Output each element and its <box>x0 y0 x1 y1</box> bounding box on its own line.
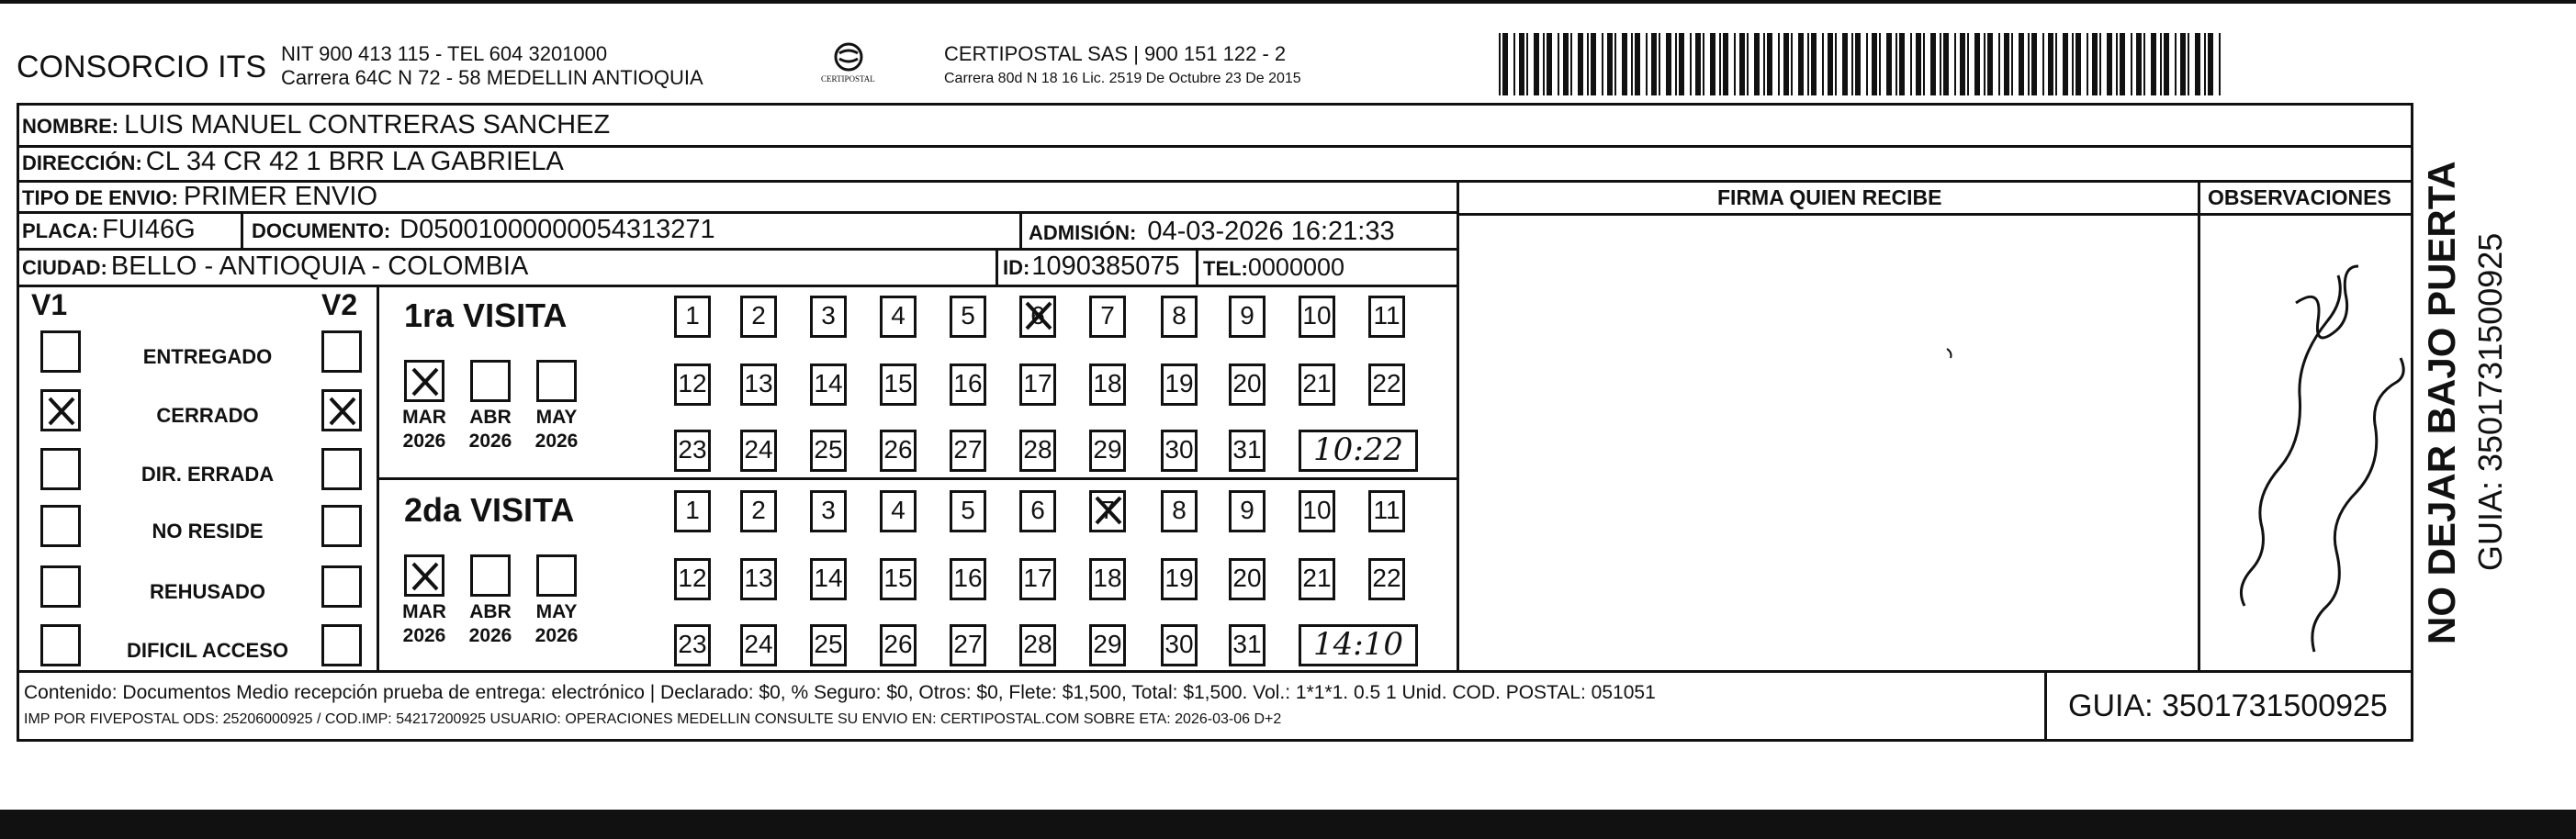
barcode-bar <box>1563 33 1569 95</box>
barcode-bar <box>2107 33 2112 95</box>
barcode-bar <box>1866 33 1868 95</box>
barcode-bar <box>1910 33 1912 95</box>
barcode-bar <box>1703 33 1704 95</box>
day-box[interactable]: 3 <box>810 296 847 338</box>
logo-caption: CERTIPOSTAL <box>821 74 875 84</box>
status-label: CERRADO <box>156 404 259 427</box>
day-box[interactable]: 30 <box>1161 430 1198 472</box>
barcode-bar <box>2072 33 2074 95</box>
status-v1-checkbox[interactable] <box>40 505 81 547</box>
day-box[interactable]: 4 <box>880 490 917 532</box>
day-box[interactable]: 1 <box>674 296 711 338</box>
status-v2-checkbox[interactable] <box>321 505 362 547</box>
barcode-bar <box>1607 33 1613 95</box>
month-checkbox[interactable] <box>536 554 577 597</box>
placa-row <box>22 217 196 243</box>
barcode-bar <box>2180 33 2186 95</box>
barcode-bar <box>2136 33 2142 95</box>
tel-row <box>1203 255 1344 280</box>
month-label: MAR <box>402 601 446 622</box>
company-nit: NIT 900 413 115 - TEL 604 3201000 <box>281 42 608 65</box>
side-guia: GUIA: 3501731500925 <box>2471 232 2509 571</box>
direccion-row <box>22 149 564 175</box>
barcode-bar <box>1526 33 1528 95</box>
tipo-row <box>22 184 377 210</box>
barcode-bar <box>2204 33 2206 95</box>
barcode-bar <box>1835 33 1837 95</box>
day-box[interactable]: 6 <box>1019 490 1056 532</box>
day-box[interactable]: 31 <box>1229 624 1266 666</box>
x-mark-icon <box>411 366 440 397</box>
x-mark-icon <box>1024 300 1053 341</box>
certipostal-name: CERTIPOSTAL SAS | 900 151 122 - 2 <box>944 42 1287 65</box>
day-box[interactable]: 18 <box>1089 364 1126 406</box>
barcode-bar <box>2055 33 2057 95</box>
barcode-bar <box>2120 33 2125 95</box>
x-mark-icon <box>1024 300 1053 331</box>
barcode-bar <box>1695 33 1701 95</box>
day-box[interactable]: 22 <box>1368 364 1405 406</box>
nombre-value: LUIS MANUEL CONTRERAS SANCHEZ <box>124 110 611 140</box>
status-label: ENTREGADO <box>142 345 273 368</box>
barcode-bar <box>1767 33 1772 95</box>
barcode-bar <box>1811 33 1817 95</box>
signature-firma-graphic <box>1469 220 2186 661</box>
day-box[interactable]: 28 <box>1019 430 1056 472</box>
nombre-label: NOMBRE: <box>22 115 119 138</box>
barcode-bar <box>1710 33 1715 95</box>
barcode-bar <box>1798 33 1804 95</box>
barcode-bar <box>1807 33 1809 95</box>
barcode-bar <box>1547 33 1552 95</box>
ciudad-value: BELLO - ANTIOQUIA - COLOMBIA <box>110 252 529 281</box>
col-line <box>1457 180 1459 670</box>
barcode-bar <box>1679 33 1684 95</box>
status-v1-checkbox[interactable] <box>40 448 81 490</box>
row-line <box>17 211 1457 214</box>
firma-header: FIRMA QUIEN RECIBE <box>1717 185 1942 209</box>
status-v2-checkbox[interactable] <box>321 448 362 490</box>
signature-observaciones-graphic <box>2204 220 2412 661</box>
day-box[interactable]: 29 <box>1089 624 1126 666</box>
footer-impresion: IMP POR FIVEPOSTAL ODS: 25206000925 / COD.IMP: 54217200925 USUARIO: OPERACIONES MEDELLIN CONSULTE SU ENVIO EN: CERTIPOSTAL.COM SOBRE ETA: 2026-03-06 D+2 <box>24 711 1282 727</box>
barcode-bar <box>2208 33 2213 95</box>
documento-label: DOCUMENTO: <box>252 219 391 242</box>
status-label: NO RESIDE <box>152 520 264 543</box>
day-box[interactable]: 18 <box>1089 558 1126 600</box>
visit-2-title: 2da VISITA <box>404 491 575 529</box>
barcode-bar <box>1675 33 1677 95</box>
barcode-bar <box>1954 33 1956 95</box>
barcode-bar <box>2143 33 2145 95</box>
barcode-bar <box>1987 33 1993 95</box>
barcode-bar <box>1886 33 1892 95</box>
status-v2-checkbox[interactable] <box>321 389 362 431</box>
company-name: CONSORCIO ITS <box>17 50 267 84</box>
barcode-bar <box>1974 33 1980 95</box>
month-label: ABR <box>469 407 512 428</box>
admision-value: 04-03-2026 16:21:33 <box>1147 217 1395 246</box>
barcode-bar <box>2028 33 2030 95</box>
row-line <box>377 477 1457 480</box>
id-value: 1090385075 <box>1031 252 1180 281</box>
placa-label: PLACA: <box>22 219 99 242</box>
visit-time-box[interactable] <box>1299 624 1418 666</box>
visit-1-title: 1ra VISITA <box>404 296 568 334</box>
status-label: DIR. ERRADA <box>141 463 275 486</box>
day-box[interactable]: 26 <box>880 430 917 472</box>
barcode-bar <box>2175 33 2177 95</box>
month-year: 2026 <box>402 625 446 646</box>
admision-label: ADMISIÓN: <box>1029 221 1137 244</box>
barcode-bar <box>1513 33 1515 95</box>
day-box[interactable]: 9 <box>1229 296 1266 338</box>
row-line <box>17 670 2413 673</box>
day-box[interactable]: 9 <box>1229 490 1266 532</box>
barcode-bar <box>1822 33 1824 95</box>
barcode-bar <box>2011 33 2013 95</box>
barcode-bar <box>1666 33 1671 95</box>
certipostal-license: Carrera 80d N 18 16 Lic. 2519 De Octubre 23 De 2015 <box>944 71 1301 86</box>
id-row <box>1003 253 1180 280</box>
barcode-bar <box>2004 33 2009 95</box>
barcode-bar <box>1614 33 1616 95</box>
barcode-bar <box>1923 33 1925 95</box>
tipo-label: TIPO DE ENVIO: <box>22 186 178 209</box>
day-box[interactable]: 15 <box>880 364 917 406</box>
barcode-bar <box>1499 33 1501 95</box>
day-box[interactable]: 10 <box>1299 296 1335 338</box>
month-label: MAY <box>535 601 578 622</box>
row-line <box>1457 213 2413 216</box>
barcode-bar <box>1783 33 1789 95</box>
barcode-bar <box>1723 33 1728 95</box>
company-address: Carrera 64C N 72 - 58 MEDELLIN ANTIOQUIA <box>281 66 703 89</box>
certipostal-logo <box>819 40 878 97</box>
day-box[interactable]: 11 <box>1368 490 1405 532</box>
day-box[interactable]: 13 <box>740 558 777 600</box>
month-label: ABR <box>469 601 512 622</box>
barcode-bar <box>1734 33 1736 95</box>
barcode-bar <box>2151 33 2156 95</box>
barcode-bar <box>1543 33 1545 95</box>
visit-time: 14:10 <box>1313 626 1403 663</box>
status-v1-checkbox[interactable] <box>40 330 81 373</box>
day-box[interactable]: 5 <box>950 296 986 338</box>
barcode-bar <box>1739 33 1745 95</box>
day-box[interactable]: 17 <box>1019 364 1056 406</box>
day-box[interactable]: 5 <box>950 490 986 532</box>
day-box[interactable]: 7 <box>1089 490 1126 532</box>
barcode-bar <box>1578 33 1583 95</box>
x-mark-icon <box>47 396 76 427</box>
day-box[interactable]: 23 <box>674 624 711 666</box>
day-box[interactable]: 3 <box>810 490 847 532</box>
day-box[interactable]: 28 <box>1019 624 1056 666</box>
id-label: ID: <box>1003 256 1030 279</box>
barcode-bar <box>2160 33 2162 95</box>
day-box[interactable]: 24 <box>740 430 777 472</box>
col-line <box>1196 250 1198 286</box>
visit-time: 10:22 <box>1313 431 1403 468</box>
month-year: 2026 <box>468 431 512 452</box>
barcode-bar <box>1635 33 1640 95</box>
day-box[interactable]: 19 <box>1161 364 1198 406</box>
x-mark-icon <box>328 396 357 427</box>
barcode-bar <box>2019 33 2024 95</box>
x-mark-icon <box>1094 495 1123 535</box>
x-mark-icon <box>411 561 440 592</box>
day-box[interactable]: 8 <box>1161 296 1198 338</box>
barcode-bar <box>2131 33 2132 95</box>
col-line <box>996 250 998 286</box>
barcode-bar <box>1998 33 2000 95</box>
day-box[interactable]: 14 <box>810 364 847 406</box>
day-box[interactable]: 2 <box>740 296 777 338</box>
row-line <box>1457 180 2413 183</box>
day-box[interactable]: 2 <box>740 490 777 532</box>
month-checkbox[interactable] <box>470 360 511 402</box>
admision-row <box>1029 218 1395 245</box>
barcode-bar <box>1930 33 1936 95</box>
barcode-bar <box>1879 33 1881 95</box>
barcode-bar <box>1519 33 1524 95</box>
barcode-bar <box>1534 33 1539 95</box>
barcode-bar <box>1842 33 1848 95</box>
day-box[interactable]: 6 <box>1019 296 1056 338</box>
tel-value: 0000000 <box>1247 253 1345 281</box>
col-line <box>2198 180 2200 670</box>
barcode-bar <box>1747 33 1749 95</box>
month-year: 2026 <box>534 431 579 452</box>
documento-row <box>252 217 715 243</box>
visit-time-box[interactable] <box>1299 430 1418 472</box>
barcode-bar <box>2042 33 2044 95</box>
day-box[interactable]: 31 <box>1229 430 1266 472</box>
col-line <box>2044 670 2047 742</box>
col-line <box>241 211 243 250</box>
barcode-bar <box>1651 33 1657 95</box>
barcode-bar <box>2099 33 2101 95</box>
barcode-bar <box>2164 33 2169 95</box>
barcode-bar <box>2116 33 2118 95</box>
status-v2-checkbox[interactable] <box>321 624 362 666</box>
month-label: MAY <box>535 407 578 428</box>
barcode-bar <box>2219 33 2221 95</box>
barcode-bar <box>1916 33 1921 95</box>
barcode-bar <box>1622 33 1627 95</box>
v2-header: V2 <box>321 288 358 321</box>
day-box[interactable]: 21 <box>1299 558 1335 600</box>
barcode-bar <box>1984 33 1985 95</box>
status-label: DIFICIL ACCESO <box>126 639 289 662</box>
day-box[interactable]: 20 <box>1229 558 1266 600</box>
month-label: MAR <box>402 407 446 428</box>
day-box[interactable]: 27 <box>950 430 986 472</box>
barcode-bar <box>2075 33 2081 95</box>
barcode-bar <box>2195 33 2200 95</box>
tel-label: TEL: <box>1203 257 1248 280</box>
day-box[interactable]: 12 <box>674 558 711 600</box>
day-box[interactable]: 13 <box>740 364 777 406</box>
barcode-bar <box>1602 33 1603 95</box>
status-v2-checkbox[interactable] <box>321 565 362 608</box>
barcode-bar <box>1791 33 1793 95</box>
barcode-bar <box>2063 33 2068 95</box>
barcode-bar <box>1943 33 1949 95</box>
day-box[interactable]: 22 <box>1368 558 1405 600</box>
barcode-bar <box>1828 33 1833 95</box>
barcode-bar <box>2188 33 2189 95</box>
row-line <box>17 248 1457 251</box>
month-checkbox[interactable] <box>404 554 444 597</box>
day-box[interactable]: 30 <box>1161 624 1198 666</box>
day-box[interactable]: 21 <box>1299 364 1335 406</box>
barcode-bar <box>1967 33 1969 95</box>
day-box[interactable]: 7 <box>1089 296 1126 338</box>
day-box[interactable]: 14 <box>810 558 847 600</box>
barcode-bar <box>1778 33 1780 95</box>
barcode-graphic <box>1499 33 2227 95</box>
footer-guia: GUIA: 3501731500925 <box>2068 688 2388 723</box>
row-line <box>17 285 1457 287</box>
day-box[interactable]: 24 <box>740 624 777 666</box>
day-box[interactable]: 20 <box>1229 364 1266 406</box>
status-label: REHUSADO <box>150 580 265 603</box>
month-checkbox[interactable] <box>536 360 577 402</box>
status-v1-checkbox[interactable] <box>40 624 81 666</box>
day-box[interactable]: 11 <box>1368 296 1405 338</box>
scan-border-bottom <box>0 810 2576 839</box>
direccion-value: CL 34 CR 42 1 BRR LA GABRIELA <box>145 147 564 176</box>
day-box[interactable]: 16 <box>950 558 986 600</box>
day-box[interactable]: 29 <box>1089 430 1126 472</box>
barcode-bar <box>1502 33 1508 95</box>
day-box[interactable]: 17 <box>1019 558 1056 600</box>
barcode-bar <box>1763 33 1765 95</box>
direccion-label: DIRECCIÓN: <box>22 151 142 174</box>
day-box[interactable]: 12 <box>674 364 711 406</box>
barcode-bar <box>1558 33 1559 95</box>
ciudad-label: CIUDAD: <box>22 256 107 279</box>
barcode-bar <box>1899 33 1905 95</box>
month-year: 2026 <box>534 625 579 646</box>
day-box[interactable]: 4 <box>880 296 917 338</box>
barcode-bar <box>1587 33 1589 95</box>
status-v2-checkbox[interactable] <box>321 330 362 373</box>
status-v1-checkbox[interactable] <box>40 389 81 431</box>
barcode-bar <box>1960 33 1965 95</box>
barcode-bar <box>1646 33 1648 95</box>
barcode-bar <box>2092 33 2098 95</box>
observaciones-header: OBSERVACIONES <box>2208 185 2391 209</box>
barcode-bar <box>1719 33 1721 95</box>
day-box[interactable]: 27 <box>950 624 986 666</box>
barcode-bar <box>1940 33 1941 95</box>
tipo-value: PRIMER ENVIO <box>183 182 378 211</box>
day-box[interactable]: 23 <box>674 430 711 472</box>
barcode-bar <box>1754 33 1760 95</box>
scan-border-top <box>0 0 2576 4</box>
day-box[interactable]: 25 <box>810 624 847 666</box>
barcode-bar <box>1872 33 1877 95</box>
day-box[interactable]: 8 <box>1161 490 1198 532</box>
day-box[interactable]: 19 <box>1161 558 1198 600</box>
day-box[interactable]: 10 <box>1299 490 1335 532</box>
day-box[interactable]: 26 <box>880 624 917 666</box>
status-v1-checkbox[interactable] <box>40 565 81 608</box>
month-checkbox[interactable] <box>470 554 511 597</box>
footer-contenido: Contenido: Documentos Medio recepción prueba de entrega: electrónico | Declarado: $0, % Seguro: $0, Otros: $0, Flete: $1,500, Total: $1,500. Vol.: 1*1*1. 0.5 1 Unid. COD. POSTAL: 051051 <box>24 682 1656 703</box>
barcode-bar <box>2048 33 2053 95</box>
day-box[interactable]: 25 <box>810 430 847 472</box>
documento-value: D05001000000054313271 <box>399 215 715 244</box>
certipostal-logo-icon <box>819 40 878 97</box>
x-mark-icon <box>1094 495 1123 526</box>
barcode-bar <box>1570 33 1572 95</box>
ciudad-row <box>22 253 528 280</box>
nombre-row <box>22 112 610 139</box>
signature-observaciones <box>2204 220 2412 661</box>
barcode-bar <box>1855 33 1861 95</box>
month-year: 2026 <box>402 431 446 452</box>
barcode-bar <box>1659 33 1660 95</box>
month-year: 2026 <box>468 625 512 646</box>
day-box[interactable]: 15 <box>880 558 917 600</box>
barcode-bar <box>2087 33 2088 95</box>
side-warning: NO DEJAR BAJO PUERTA <box>2420 161 2463 644</box>
barcode-bar <box>1591 33 1596 95</box>
v1-header: V1 <box>31 288 68 321</box>
barcode <box>1499 33 2227 95</box>
barcode-bar <box>2031 33 2037 95</box>
day-box[interactable]: 1 <box>674 490 711 532</box>
barcode-bar <box>1895 33 1897 95</box>
col-line <box>1019 211 1022 250</box>
barcode-bar <box>1631 33 1633 95</box>
placa-value: FUI46G <box>102 215 196 244</box>
barcode-bar <box>1851 33 1853 95</box>
day-box[interactable]: 16 <box>950 364 986 406</box>
month-checkbox[interactable] <box>404 360 444 402</box>
barcode-bar <box>1690 33 1692 95</box>
signature-firma <box>1469 220 2186 661</box>
